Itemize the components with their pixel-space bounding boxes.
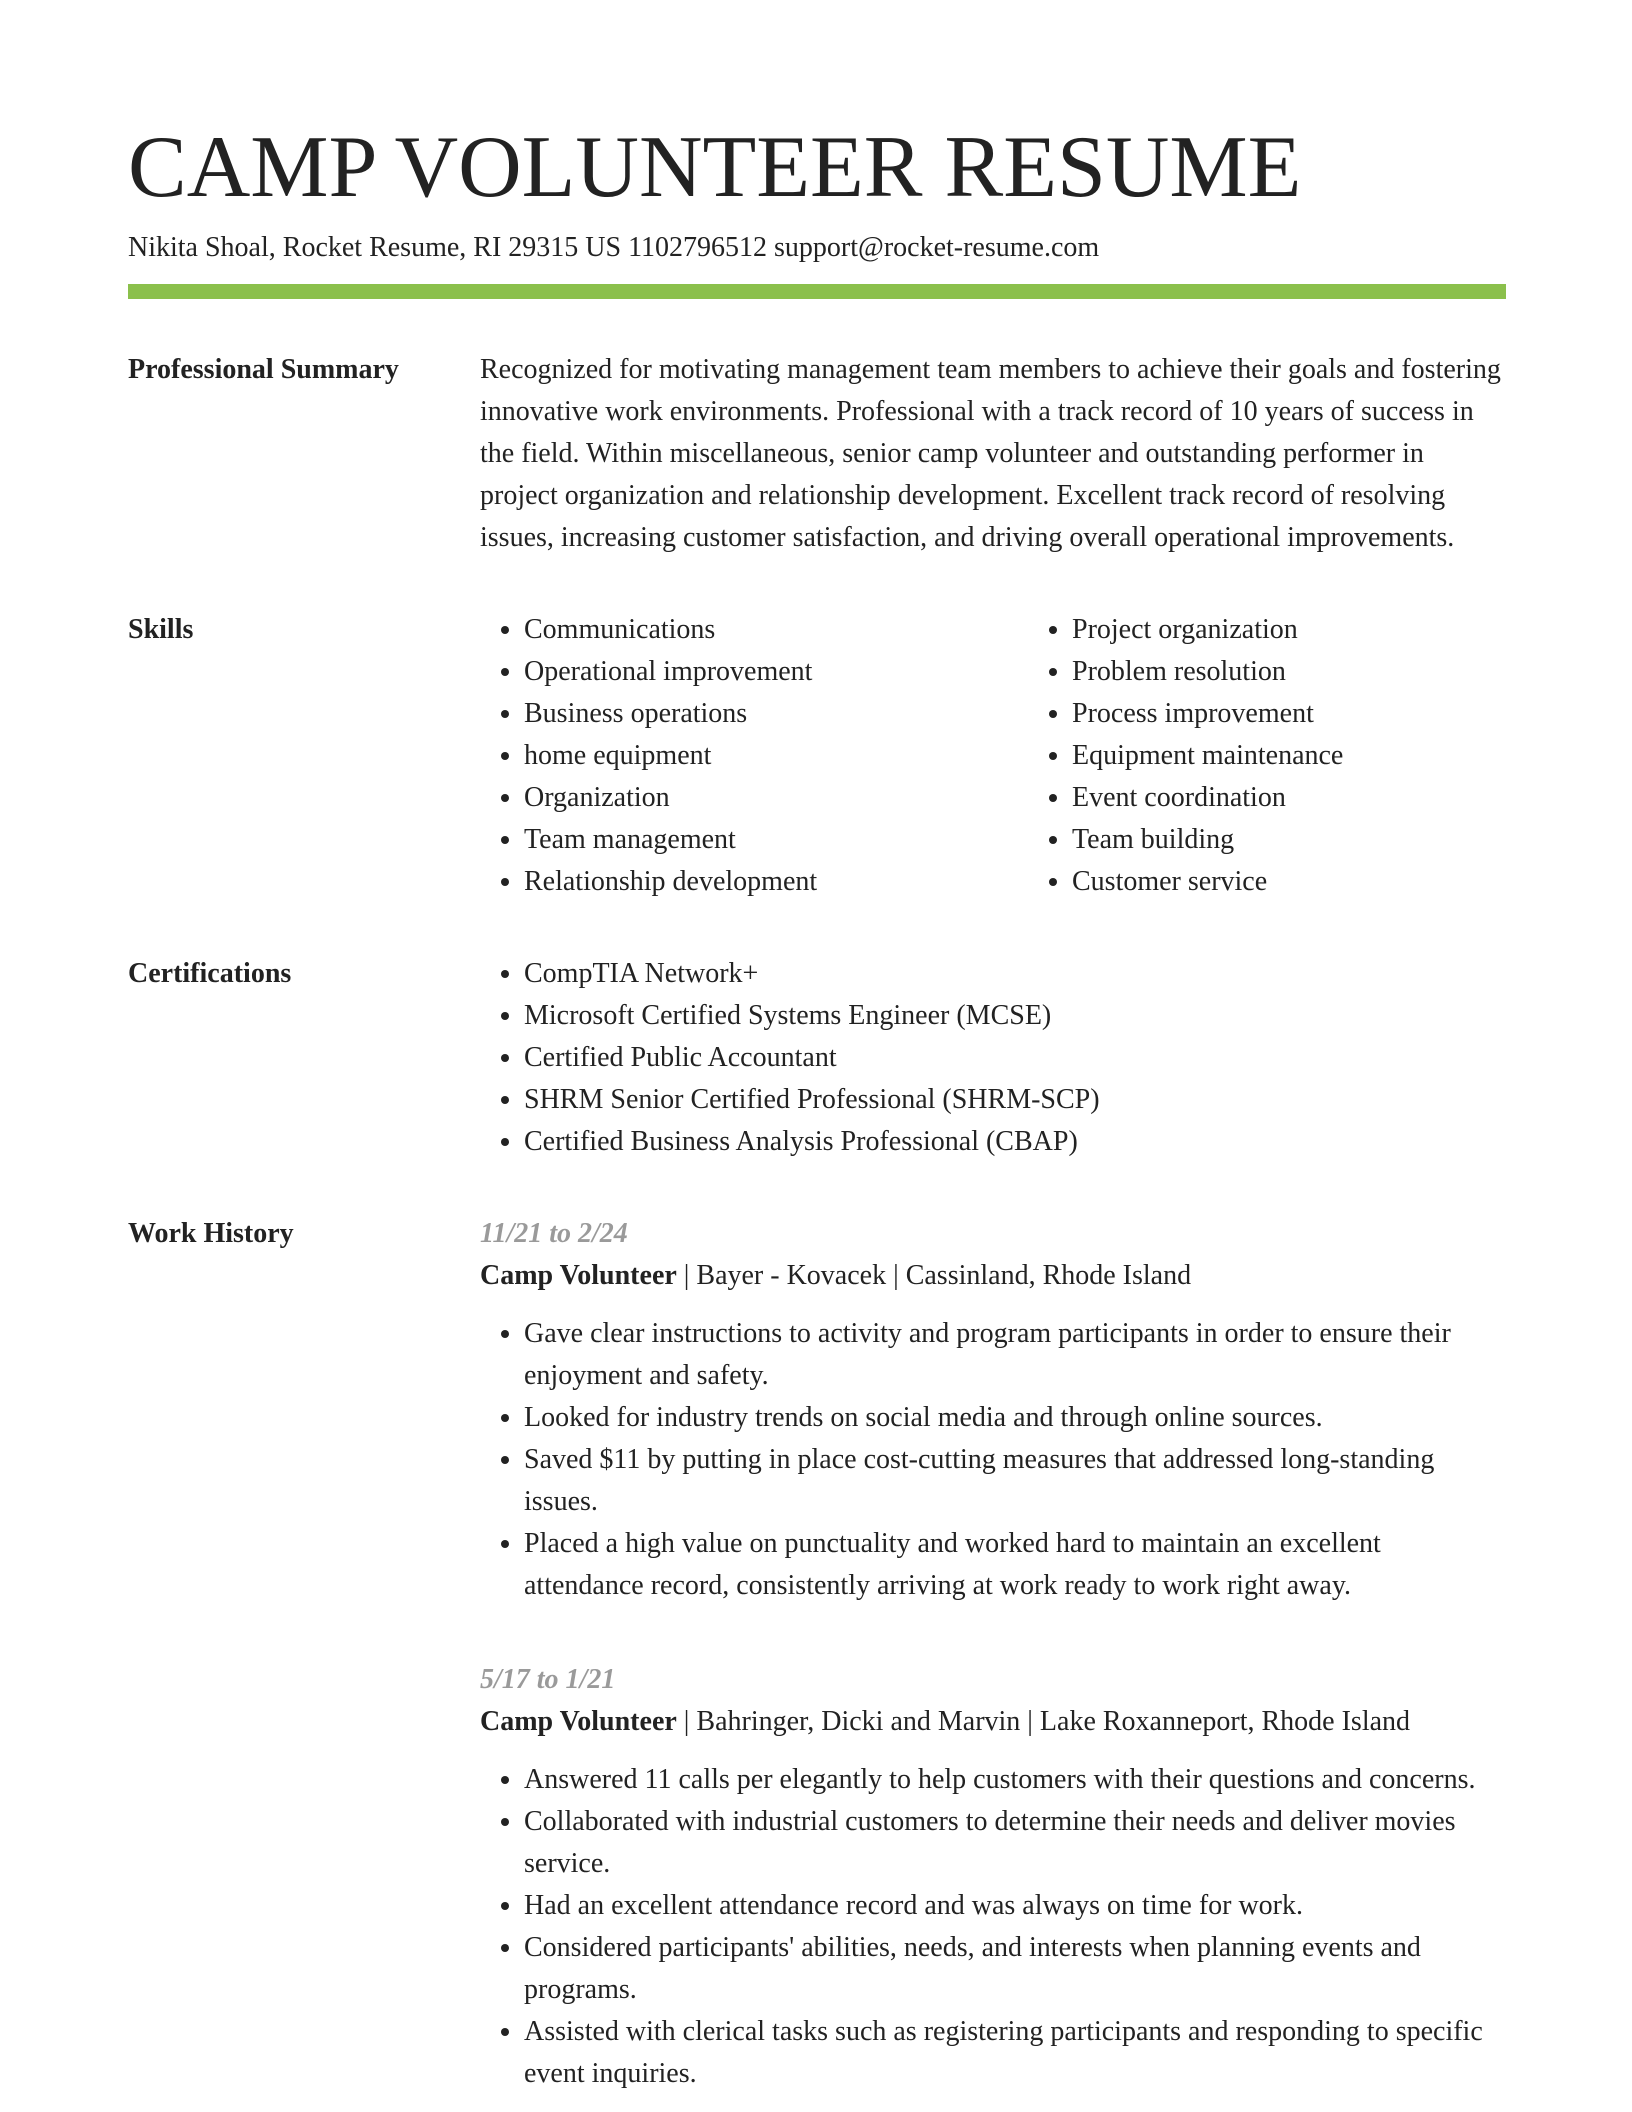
skill-item: • Event coordination xyxy=(1072,777,1576,819)
job-title-line xyxy=(480,1701,1506,1743)
job-bullet: • Looked for industry trends on social media and through online sources. xyxy=(524,1397,1506,1439)
section-label: Professional Summary xyxy=(128,354,399,385)
certifications-list xyxy=(480,953,1506,1163)
job-bullet: • Placed a high value on punctuality and worked hard to maintain an excellent attendance record, consistently arriving at work ready to work right away. xyxy=(524,1523,1506,1607)
section-label: Certifications xyxy=(128,958,292,989)
job-entry xyxy=(480,1659,1506,2095)
job-bullet: • Collaborated with industrial customers to determine their needs and deliver movies service. xyxy=(524,1801,1506,1885)
work-history-section xyxy=(128,1213,1506,2095)
job-bullet: • Had an excellent attendance record and was always on time for work. xyxy=(524,1885,1506,1927)
job-role: Camp Volunteer xyxy=(480,1706,677,1737)
section-label: Skills xyxy=(128,614,194,645)
certification-item: • CompTIA Network+ xyxy=(524,953,1506,995)
skill-item: • Project organization xyxy=(1072,609,1576,651)
job-date: 11/21 to 2/24 xyxy=(480,1218,628,1249)
skill-item: • home equipment xyxy=(524,735,1028,777)
certification-item: • SHRM Senior Certified Professional (SHRM-SCP) xyxy=(524,1079,1506,1121)
skill-item: • Business operations xyxy=(524,693,1028,735)
certification-item: • Microsoft Certified Systems Engineer (MCSE) xyxy=(524,995,1506,1037)
skill-item: • Relationship development xyxy=(524,861,1028,903)
certification-item: • Certified Business Analysis Professional (CBAP) xyxy=(524,1121,1506,1163)
skills-list-left xyxy=(480,609,1028,903)
certification-item: • Certified Public Accountant xyxy=(524,1037,1506,1079)
skill-item: • Team building xyxy=(1072,819,1576,861)
resume-title: CAMP VOLUNTEER RESUME xyxy=(128,119,1302,216)
summary-text: Recognized for motivating management team members to achieve their goals and fostering innovative work environments. Professional with a track record of 10 years of success in the field. Within miscellaneous, senior camp volunteer and outstanding performer in project organization and relationship development. Excellent track record of resolving issues, increasing customer satisfaction, and driving overall operational improvements. xyxy=(480,354,1501,553)
resume-page xyxy=(128,0,1506,2095)
accent-divider xyxy=(128,284,1506,299)
skill-item: • Organization xyxy=(524,777,1028,819)
job-bullet: • Considered participants' abilities, needs, and interests when planning events and programs. xyxy=(524,1927,1506,2011)
job-title-line xyxy=(480,1255,1506,1297)
skill-item: • Process improvement xyxy=(1072,693,1576,735)
contact-line: Nikita Shoal, Rocket Resume, RI 29315 US 1102796512 support@rocket-resume.com xyxy=(128,232,1100,263)
skills-section xyxy=(128,609,1506,903)
certifications-section xyxy=(128,953,1506,1163)
job-bullet: • Gave clear instructions to activity and program participants in order to ensure their enjoyment and safety. xyxy=(524,1313,1506,1397)
section-label: Work History xyxy=(128,1218,294,1249)
skill-item: • Customer service xyxy=(1072,861,1576,903)
job-details: | Bayer - Kovacek | Cassinland, Rhode Island xyxy=(676,1260,1192,1291)
job-bullets xyxy=(480,1759,1506,2095)
job-role: Camp Volunteer xyxy=(480,1260,677,1291)
job-bullet: • Answered 11 calls per elegantly to help customers with their questions and concerns. xyxy=(524,1759,1506,1801)
skill-item: • Problem resolution xyxy=(1072,651,1576,693)
skill-item: • Team management xyxy=(524,819,1028,861)
skill-item: • Equipment maintenance xyxy=(1072,735,1576,777)
summary-section xyxy=(128,349,1506,559)
job-bullets xyxy=(480,1313,1506,1607)
job-bullet: • Assisted with clerical tasks such as registering participants and responding to specific event inquiries. xyxy=(524,2011,1506,2095)
job-date: 5/17 to 1/21 xyxy=(480,1664,616,1695)
skill-item: • Operational improvement xyxy=(524,651,1028,693)
skills-list-right xyxy=(1028,609,1576,903)
job-entry xyxy=(480,1213,1506,1607)
job-details: | Bahringer, Dicki and Marvin | Lake Roxanneport, Rhode Island xyxy=(676,1706,1411,1737)
job-bullet: • Saved $11 by putting in place cost-cutting measures that addressed long-standing issues. xyxy=(524,1439,1506,1523)
skill-item: • Communications xyxy=(524,609,1028,651)
